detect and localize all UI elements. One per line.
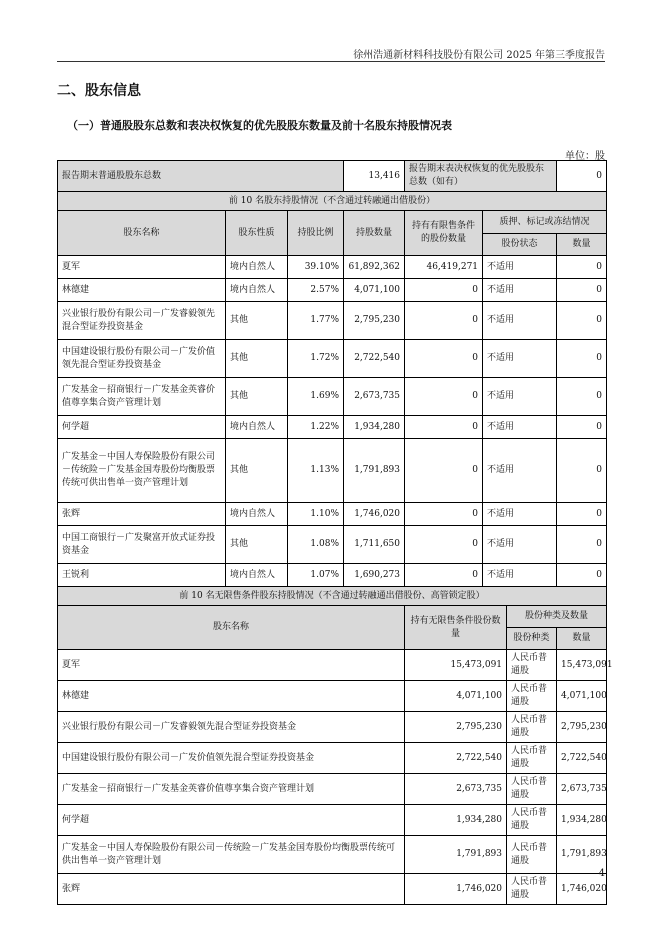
- shareholder-nature: 其他: [226, 302, 288, 340]
- pledge-status: 不适用: [483, 526, 557, 564]
- share-kind: 人民币普通股: [507, 774, 557, 805]
- shareholding-ratio: 39.10%: [288, 256, 344, 279]
- shareholder-name: 张辉: [58, 503, 226, 526]
- restricted-qty: 0: [405, 564, 483, 587]
- shareholder-nature: 境内自然人: [226, 564, 288, 587]
- shareholding-qty: 2,722,540: [344, 340, 405, 378]
- shareholder-nature: 境内自然人: [226, 256, 288, 279]
- unrestricted-qty: 1,934,280: [405, 805, 507, 836]
- unrestricted-qty: 1,791,893: [405, 836, 507, 874]
- shareholder-name: 王锐利: [58, 564, 226, 587]
- share-kind: 人民币普通股: [507, 836, 557, 874]
- pledge-count: 0: [557, 378, 607, 416]
- shareholder-name: 何学超: [58, 805, 405, 836]
- shareholder-name: 夏军: [58, 650, 405, 681]
- shareholding-qty: 61,892,362: [344, 256, 405, 279]
- unit-label: 单位：股: [565, 151, 605, 162]
- table-row: [58, 416, 607, 439]
- table-row: [58, 279, 607, 302]
- col-header-count-2: 数量: [557, 628, 607, 650]
- shareholder-nature: 境内自然人: [226, 279, 288, 302]
- table-row: [58, 805, 607, 836]
- subsection-title: （一）普通股股东总数和表决权恢复的优先股股东数量及前十名股东持股情况表: [67, 119, 452, 132]
- pledge-status: 不适用: [483, 503, 557, 526]
- shareholding-ratio: 1.72%: [288, 340, 344, 378]
- col-header-count: 数量: [557, 234, 607, 256]
- col-header-restricted: 持有有限售条件的股份数量: [405, 211, 483, 256]
- table-row: [58, 712, 607, 743]
- share-count: 2,795,230: [557, 712, 607, 743]
- shareholder-nature: 其他: [226, 378, 288, 416]
- shareholding-qty: 1,711,650: [344, 526, 405, 564]
- shareholder-name: 广发基金－中国人寿保险股份有限公司－传统险－广发基金国寿股份均衡股票传统可供出售单一资产管理计划: [58, 836, 405, 874]
- shareholder-nature: 其他: [226, 340, 288, 378]
- col-header-qty: 持股数量: [344, 211, 405, 256]
- section-title: 二、股东信息: [57, 83, 141, 99]
- shareholder-nature: 境内自然人: [226, 503, 288, 526]
- pledge-count: 0: [557, 340, 607, 378]
- shareholding-qty: 2,795,230: [344, 302, 405, 340]
- restricted-qty: 0: [405, 279, 483, 302]
- shareholding-ratio: 1.13%: [288, 439, 344, 503]
- share-kind: 人民币普通股: [507, 650, 557, 681]
- share-count: 1,746,020: [557, 874, 607, 905]
- table-row: [58, 378, 607, 416]
- share-kind: 人民币普通股: [507, 712, 557, 743]
- table-row: [58, 874, 607, 905]
- col-header-kind: 股份种类: [507, 628, 557, 650]
- unrestricted-qty: 2,673,735: [405, 774, 507, 805]
- share-count: 2,673,735: [557, 774, 607, 805]
- table-row: [58, 774, 607, 805]
- shareholding-qty: 1,791,893: [344, 439, 405, 503]
- restricted-qty: 0: [405, 526, 483, 564]
- summary-row: [58, 161, 607, 192]
- top10-caption: 前 10 名股东持股情况（不含通过转融通出借股份）: [58, 192, 607, 211]
- pledge-status: 不适用: [483, 564, 557, 587]
- unrestricted-qty: 1,746,020: [405, 874, 507, 905]
- share-count: 1,791,893: [557, 836, 607, 874]
- pledge-count: 0: [557, 256, 607, 279]
- shareholder-table: [57, 160, 613, 905]
- col-header-kind-group: 股份种类及数量: [507, 606, 607, 628]
- shareholder-name: 何学超: [58, 416, 226, 439]
- restricted-qty: 0: [405, 503, 483, 526]
- restricted-qty: 0: [405, 302, 483, 340]
- shareholder-name: 广发基金－招商银行－广发基金英睿价值尊享集合资产管理计划: [58, 378, 226, 416]
- unrestricted-qty: 2,795,230: [405, 712, 507, 743]
- pledge-count: 0: [557, 564, 607, 587]
- shareholder-name: 兴业银行股份有限公司－广发睿毅领先混合型证券投资基金: [58, 712, 405, 743]
- shareholder-name: 广发基金－中国人寿保险股份有限公司－传统险－广发基金国寿股份均衡股票传统可供出售单一资产管理计划: [58, 439, 226, 503]
- restricted-qty: 0: [405, 439, 483, 503]
- shareholding-ratio: 1.77%: [288, 302, 344, 340]
- shareholding-qty: 4,071,100: [344, 279, 405, 302]
- share-count: 15,473,091: [557, 650, 607, 681]
- shareholding-ratio: 1.07%: [288, 564, 344, 587]
- share-count: 4,071,100: [557, 681, 607, 712]
- shareholding-qty: 1,934,280: [344, 416, 405, 439]
- share-kind: 人民币普通股: [507, 743, 557, 774]
- table-row: [58, 526, 607, 564]
- page-number: 4: [598, 868, 605, 879]
- restricted-qty: 0: [405, 340, 483, 378]
- total-holders-value: 13,416: [344, 161, 405, 192]
- col-header-status: 股份状态: [483, 234, 557, 256]
- preferred-holders-value: 0: [557, 161, 607, 192]
- pledge-count: 0: [557, 526, 607, 564]
- unrestricted-qty: 2,722,540: [405, 743, 507, 774]
- table-row: [58, 836, 607, 874]
- shareholder-name: 张辉: [58, 874, 405, 905]
- share-kind: 人民币普通股: [507, 681, 557, 712]
- pledge-status: 不适用: [483, 378, 557, 416]
- shareholder-name: 夏军: [58, 256, 226, 279]
- restricted-qty: 0: [405, 378, 483, 416]
- pledge-status: 不适用: [483, 416, 557, 439]
- pledge-status: 不适用: [483, 279, 557, 302]
- col-header-unrestricted-qty: 持有无限售条件股份数量: [405, 606, 507, 650]
- shareholding-ratio: 1.22%: [288, 416, 344, 439]
- header-divider: [57, 61, 605, 62]
- table-row: [58, 503, 607, 526]
- shareholder-name: 广发基金－招商银行－广发基金英睿价值尊享集合资产管理计划: [58, 774, 405, 805]
- share-count: 2,722,540: [557, 743, 607, 774]
- col-header-ratio: 持股比例: [288, 211, 344, 256]
- shareholder-nature: 其他: [226, 439, 288, 503]
- shareholder-name: 中国建设银行股份有限公司－广发价值领先混合型证券投资基金: [58, 743, 405, 774]
- restricted-qty: 0: [405, 416, 483, 439]
- preferred-holders-label: 报告期末表决权恢复的优先股股东总数（如有）: [405, 161, 557, 192]
- col-header-nature: 股东性质: [226, 211, 288, 256]
- shareholding-ratio: 1.69%: [288, 378, 344, 416]
- unrestricted-caption: 前 10 名无限售条件股东持股情况（不含通过转融通出借股份、高管锁定股）: [58, 587, 607, 606]
- shareholder-nature: 其他: [226, 526, 288, 564]
- pledge-status: 不适用: [483, 439, 557, 503]
- pledge-status: 不适用: [483, 302, 557, 340]
- table-row: [58, 256, 607, 279]
- table-row: [58, 681, 607, 712]
- shareholder-name: 林德建: [58, 681, 405, 712]
- shareholder-nature: 境内自然人: [226, 416, 288, 439]
- shareholding-ratio: 1.10%: [288, 503, 344, 526]
- table-row: [58, 439, 607, 503]
- total-holders-label: 报告期末普通股股东总数: [58, 161, 344, 192]
- pledge-count: 0: [557, 302, 607, 340]
- share-kind: 人民币普通股: [507, 874, 557, 905]
- share-kind: 人民币普通股: [507, 805, 557, 836]
- shareholder-name: 中国建设银行股份有限公司－广发价值领先混合型证券投资基金: [58, 340, 226, 378]
- pledge-count: 0: [557, 503, 607, 526]
- pledge-count: 0: [557, 416, 607, 439]
- shareholder-name: 林德建: [58, 279, 226, 302]
- shareholding-ratio: 1.08%: [288, 526, 344, 564]
- unrestricted-qty: 15,473,091: [405, 650, 507, 681]
- pledge-count: 0: [557, 279, 607, 302]
- pledge-count: 0: [557, 439, 607, 503]
- shareholder-name: 兴业银行股份有限公司－广发睿毅领先混合型证券投资基金: [58, 302, 226, 340]
- shareholder-name: 中国工商银行－广发聚富开放式证券投资基金: [58, 526, 226, 564]
- table-row: [58, 340, 607, 378]
- shareholding-qty: 1,746,020: [344, 503, 405, 526]
- table-row: [58, 743, 607, 774]
- report-header: 徐州浩通新材料科技股份有限公司 2025 年第三季度报告: [353, 50, 605, 61]
- col-header-name-2: 股东名称: [58, 606, 405, 650]
- share-count: 1,934,280: [557, 805, 607, 836]
- shareholding-qty: 2,673,735: [344, 378, 405, 416]
- table-row: [58, 302, 607, 340]
- table-row: [58, 650, 607, 681]
- restricted-qty: 46,419,271: [405, 256, 483, 279]
- col-header-name: 股东名称: [58, 211, 226, 256]
- table-row: [58, 564, 607, 587]
- col-header-pledge: 质押、标记或冻结情况: [483, 211, 607, 234]
- shareholding-ratio: 2.57%: [288, 279, 344, 302]
- pledge-status: 不适用: [483, 256, 557, 279]
- shareholding-qty: 1,690,273: [344, 564, 405, 587]
- unrestricted-qty: 4,071,100: [405, 681, 507, 712]
- pledge-status: 不适用: [483, 340, 557, 378]
